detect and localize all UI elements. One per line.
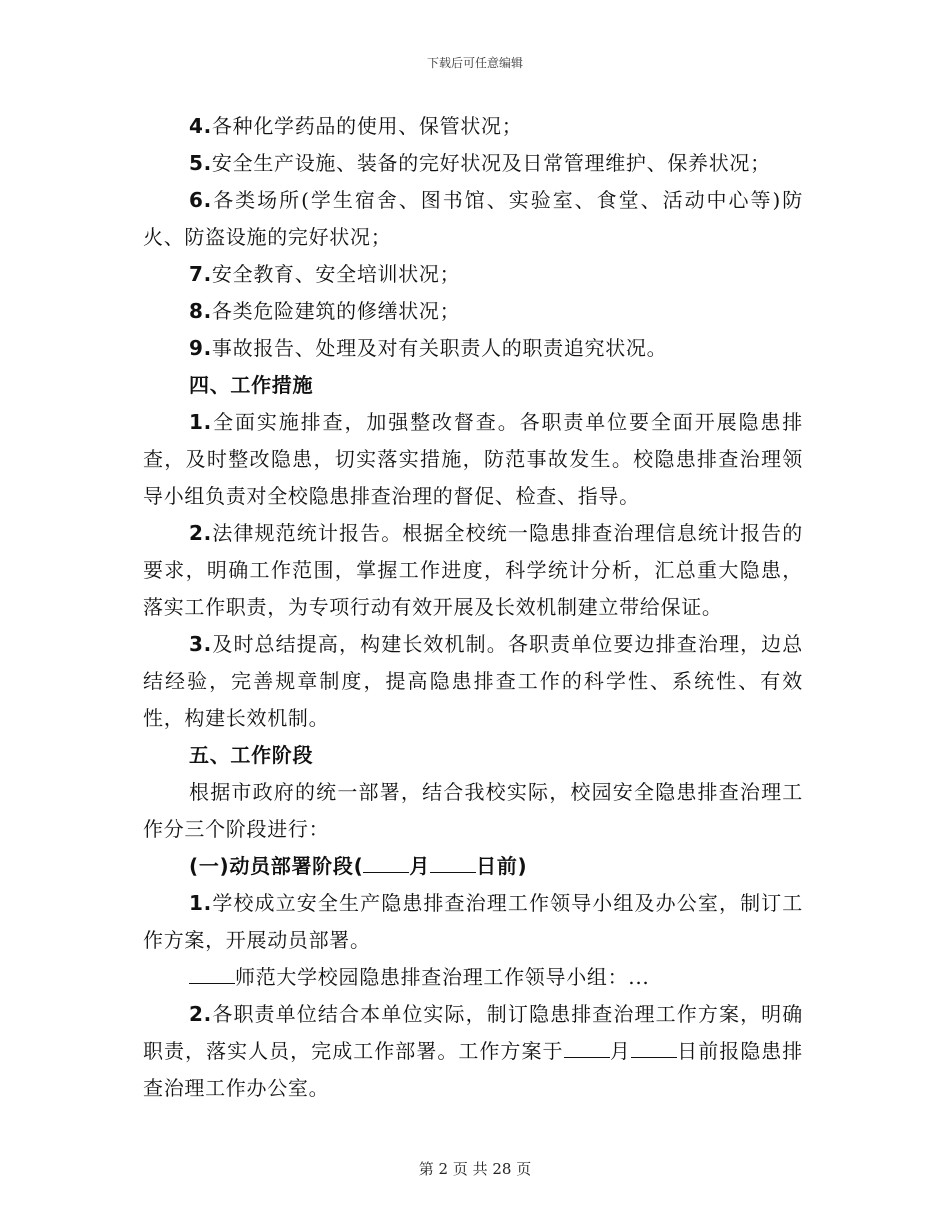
blank-line	[631, 1037, 677, 1058]
section-heading: 五、工作阶段	[189, 743, 314, 767]
item-number: 8.	[189, 299, 212, 323]
section-heading: 四、工作措施	[189, 373, 314, 397]
item-text: 各职责单位结合本单位实际，制订隐患排查治理工作方案，明确职责，落实人员，完成工作部署。工作方案于	[143, 1002, 803, 1063]
item-number: 4.	[189, 114, 212, 138]
item-text: 全面实施排查，加强整改督查。各职责单位要全面开展隐患排查，及时整改隐患，切实落实措施，防范事故发生。校隐患排查治理领导小组负责对全校隐患排查治理的督促、检查、指导。	[143, 410, 803, 508]
item-text: 法律规范统计报告。根据全校统一隐患排查治理信息统计报告的要求，明确工作范围，掌握工作进度，科学统计分析，汇总重大隐患，落实工作职责，为专项行动有效开展及长效机制建立带给保证。	[143, 521, 803, 619]
item-number: 3.	[189, 632, 212, 656]
item-text: 事故报告、处理及对有关职责人的职责追究状况。	[211, 336, 668, 360]
document-body	[143, 108, 803, 1107]
paragraph: 根据市政府的统一部署，结合我校实际，校园安全隐患排查治理工作分三个阶段进行：	[143, 780, 803, 841]
leader-text: 师范大学校园隐患排查治理工作领导小组：...	[235, 965, 650, 989]
paragraph	[143, 293, 803, 330]
item-number: 9.	[189, 336, 212, 360]
paragraph	[143, 330, 803, 367]
stage-month: 月	[409, 854, 431, 878]
paragraph	[143, 256, 803, 293]
blank-line	[189, 963, 235, 984]
item-number: 1.	[189, 891, 212, 915]
page-header: 下载后可任意编辑	[426, 56, 523, 70]
paragraph	[143, 404, 803, 515]
blank-line	[363, 852, 409, 873]
item-text: 各类危险建筑的修缮状况；	[211, 299, 461, 323]
paragraph	[143, 108, 803, 145]
blank-line	[430, 852, 476, 873]
subsection-heading	[143, 848, 803, 885]
item-number: 2.	[189, 1002, 212, 1026]
paragraph	[143, 885, 803, 959]
item-text: 各类场所(学生宿舍、图书馆、实验室、食堂、活动中心等)防火、防盗设施的完好状况；	[143, 188, 803, 249]
item-text: 各种化学药品的使用、保管状况；	[211, 114, 523, 138]
item-number: 6.	[189, 188, 212, 212]
item-number: 7.	[189, 262, 212, 286]
item-text: 学校成立安全生产隐患排查治理工作领导小组及办公室，制订工作方案，开展动员部署。	[143, 891, 803, 952]
paragraph	[143, 182, 803, 256]
paragraph	[143, 145, 803, 182]
item-text-month: 月	[609, 1039, 631, 1063]
item-text: 及时总结提高，构建长效机制。各职责单位要边排查治理，边总结经验，完善规章制度，提高隐患排查工作的科学性、系统性、有效性，构建长效机制。	[143, 632, 803, 730]
item-number: 1.	[189, 410, 212, 434]
item-text-end: 日前报隐患排查治理工作办公室。	[143, 1039, 804, 1100]
paragraph	[143, 515, 803, 626]
paragraph	[143, 626, 803, 737]
item-number: 2.	[189, 521, 212, 545]
item-number: 5.	[189, 151, 212, 175]
paragraph	[143, 996, 803, 1107]
item-text: 安全教育、安全培训状况；	[211, 262, 461, 286]
stage-suffix: 日前)	[476, 854, 528, 878]
stage-prefix: (一)动员部署阶段(	[189, 854, 364, 878]
paragraph	[143, 959, 803, 996]
blank-line	[564, 1037, 610, 1058]
item-text: 安全生产设施、装备的完好状况及日常管理维护、保养状况；	[211, 151, 771, 175]
page-footer: 第 2 页 共 28 页	[418, 1160, 532, 1178]
